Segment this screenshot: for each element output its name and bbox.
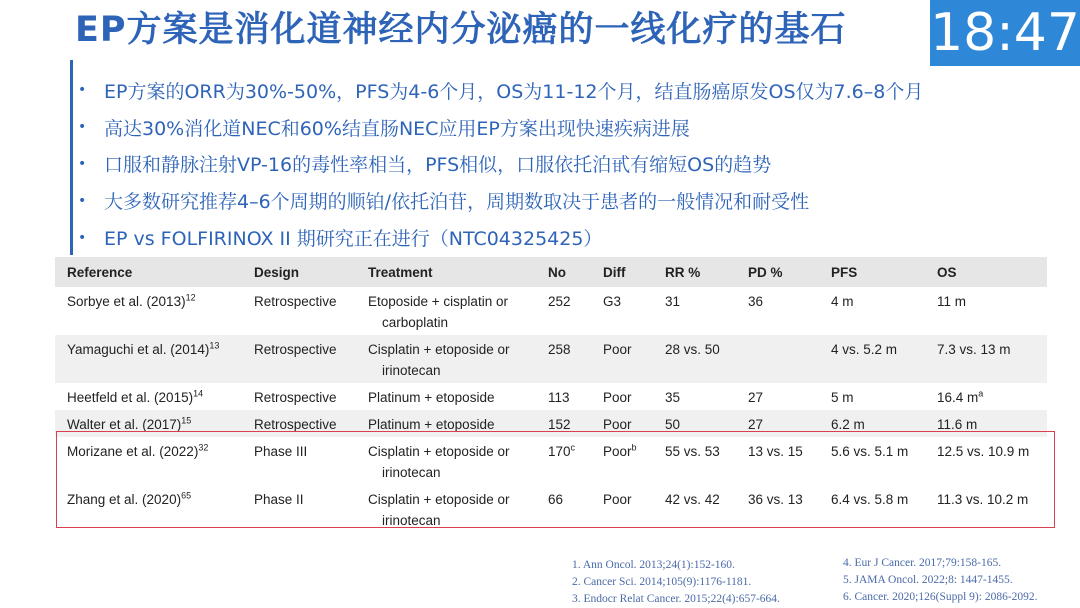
pd-cell xyxy=(736,335,819,383)
diff-cell: Poor xyxy=(591,410,653,437)
bullet-text: 大多数研究推荐4–6个周期的顺铂/依托泊苷，周期数取决于患者的一般情况和耐受性 xyxy=(104,191,810,214)
table-header-row xyxy=(55,257,1047,287)
no-cell: 258 xyxy=(536,335,591,383)
pfs-cell: 6.4 vs. 5.8 m xyxy=(831,492,909,507)
rr-cell: 50 xyxy=(653,410,736,437)
no-cell: 170$^c$ xyxy=(548,442,576,459)
bullet-dot-icon: • xyxy=(78,82,87,99)
reference-cell: Walter et al. $(2017)^{15}$ xyxy=(55,410,242,437)
treatment-cell: Platinum + etoposide xyxy=(368,390,495,405)
bullet-text: 高达30%消化道NEC和60%结直肠NEC应用EP方案出现快速疾病进展 xyxy=(104,117,690,140)
os-cell: 11 m xyxy=(937,294,967,309)
column-header: Design xyxy=(242,257,356,287)
bullet-dot-icon: • xyxy=(78,229,87,246)
no-cell: 66 xyxy=(548,492,564,507)
column-header: Reference xyxy=(55,257,242,287)
os-cell: 16.4 $m^a$ xyxy=(937,388,984,405)
pfs-cell: 5 m xyxy=(831,390,854,405)
references-right xyxy=(843,555,1038,606)
os-cell: 12.5 vs. 10.9 m xyxy=(937,444,1030,459)
reference-item: 6. Cancer. 2020;126(Suppl 9): 2086-2092. xyxy=(843,591,1038,603)
column-header: PD % xyxy=(736,257,819,287)
bullet-item xyxy=(78,219,923,256)
diff-cell: Poor xyxy=(591,335,653,383)
pfs-cell: 6.2 m xyxy=(819,410,925,437)
rr-cell: 35 xyxy=(665,390,681,405)
diff-cell: G3 xyxy=(603,294,622,309)
pd-cell: 13 vs. 15 xyxy=(748,444,803,459)
column-header: RR % xyxy=(653,257,736,287)
reference-cell: Sorbye et al. $(2013)^{12}$ xyxy=(67,292,196,309)
pfs-cell: 4 m xyxy=(831,294,854,309)
column-header: Treatment xyxy=(356,257,536,287)
pfs-cell: 4 vs. 5.2 m xyxy=(819,335,925,383)
reference-cell: Yamaguchi et al. $(2014)^{13}$ xyxy=(55,335,242,383)
rr-cell: 28 vs. 50 xyxy=(653,335,736,383)
table-row xyxy=(55,383,1047,410)
design-cell: Retrospective xyxy=(242,335,356,383)
diff-cell: Poor xyxy=(603,390,632,405)
accent-bar xyxy=(70,60,73,255)
pd-cell: 27 xyxy=(736,410,819,437)
treatment-cell: Etoposide + cisplatin or carboplatin xyxy=(368,294,508,330)
column-header: PFS xyxy=(819,257,925,287)
os-cell: 11.6 m xyxy=(925,410,1047,437)
diff-cell: Poor$^b$ xyxy=(603,442,637,459)
bullet-text: EP vs FOLFIRINOX II 期研究正在进行（NTC04325425） xyxy=(104,228,603,251)
pd-cell: 27 xyxy=(748,390,764,405)
bullet-list xyxy=(78,72,923,256)
pd-cell: 36 xyxy=(748,294,764,309)
column-header: OS xyxy=(925,257,1047,287)
bullet-text: EP方案的ORR为30%-50%，PFS为4-6个月，OS为11-12个月，结直肠癌原发OS仅为7.6–8个月 xyxy=(104,80,924,103)
reference-cell: Morizane et al. $(2022)^{32}$ xyxy=(67,442,209,459)
treatment-cell: Cisplatin + etoposide or irinotecan xyxy=(368,444,510,480)
reference-item: 1. Ann Oncol. 2013;24(1):152-160. xyxy=(572,559,735,571)
table-row xyxy=(55,287,1047,335)
no-cell: 252 xyxy=(548,294,571,309)
rr-cell: 31 xyxy=(665,294,681,309)
bullet-item xyxy=(78,109,923,146)
reference-item: 5. JAMA Oncol. 2022;8: 1447-1455. xyxy=(843,574,1013,586)
bullet-dot-icon: • xyxy=(78,119,87,136)
column-header: No xyxy=(536,257,591,287)
os-cell: 7.3 vs. 13 m xyxy=(925,335,1047,383)
slide-title: EP方案是消化道神经内分泌癌的一线化疗的基石 xyxy=(75,10,847,50)
reference-cell: Zhang et al. $(2020)^{65}$ xyxy=(67,490,192,507)
design-cell: Phase II xyxy=(254,492,304,507)
table-row xyxy=(55,335,1047,383)
bullet-dot-icon: • xyxy=(78,155,87,172)
os-cell: 11.3 vs. 10.2 m xyxy=(937,492,1029,507)
pfs-cell: 5.6 vs. 5.1 m xyxy=(831,444,909,459)
reference-item: 2. Cancer Sci. 2014;105(9):1176-1181. xyxy=(572,576,752,588)
rr-cell: 55 vs. 53 xyxy=(665,444,720,459)
bullet-item xyxy=(78,146,923,183)
rr-cell: 42 vs. 42 xyxy=(665,492,720,507)
bullet-dot-icon: • xyxy=(78,192,87,209)
no-cell: 152 xyxy=(536,410,591,437)
references-left xyxy=(572,557,780,608)
pd-cell: 36 vs. 13 xyxy=(748,492,803,507)
column-header: Diff xyxy=(591,257,653,287)
design-cell: Retrospective xyxy=(254,390,337,405)
bullet-text: 口服和静脉注射VP-16的毒性率相当，PFS相似，口服依托泊甙有缩短OS的趋势 xyxy=(104,154,772,177)
design-cell: Retrospective xyxy=(254,294,337,309)
highlight-box xyxy=(56,431,1055,528)
bullet-item xyxy=(78,72,923,109)
bullet-item xyxy=(78,182,923,219)
no-cell: 113 xyxy=(548,390,570,405)
reference-item: 4. Eur J Cancer. 2017;79:158-165. xyxy=(843,557,1002,569)
diff-cell: Poor xyxy=(603,492,632,507)
design-cell: Phase III xyxy=(254,444,308,459)
treatment-cell: Platinum + etoposide xyxy=(356,410,536,437)
timer-display: 18:47 xyxy=(930,0,1080,66)
reference-item: 3. Endocr Relat Cancer. 2015;22(4):657-664. xyxy=(572,593,780,605)
reference-cell: Heetfeld et al. $(2015)^{14}$ xyxy=(67,388,204,405)
treatment-cell: Cisplatin + etoposide or irinotecan xyxy=(368,492,510,528)
treatment-cell: Cisplatin + etoposide or irinotecan xyxy=(356,335,536,383)
design-cell: Retrospective xyxy=(242,410,356,437)
